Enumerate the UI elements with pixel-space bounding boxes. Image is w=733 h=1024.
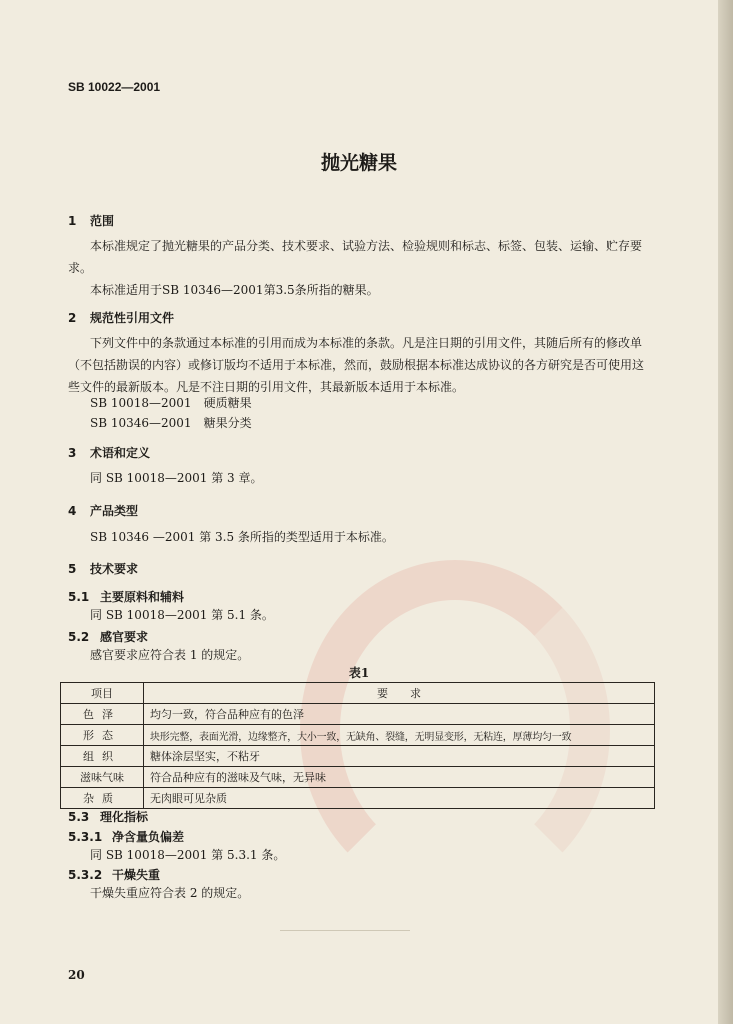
- section-1-heading: [68, 212, 114, 229]
- section-number: 5.3.2: [68, 868, 103, 882]
- table-cell-item: 滋味气味: [61, 767, 144, 788]
- section-title: 范围: [90, 214, 115, 228]
- table-cell-item: 杂质: [61, 788, 144, 809]
- section-title: 净含量负偏差: [112, 830, 185, 844]
- section-title: 规范性引用文件: [90, 311, 175, 325]
- section-4-para-1: SB 10346 —2001 第 3.5 条所指的类型适用于本标准。: [90, 530, 394, 544]
- table-row: [61, 704, 655, 725]
- section-number: 5.3: [68, 810, 90, 824]
- table-header-cell: 项目: [61, 683, 144, 704]
- section-4-heading: [68, 502, 138, 519]
- table-cell-requirement: 符合品种应有的滋味及气味，无异味: [144, 767, 655, 788]
- table-row: [61, 788, 655, 809]
- section-5-3-2-heading: [68, 866, 160, 883]
- reference-item: SB 10346—2001 糖果分类: [90, 416, 252, 430]
- divider: [280, 930, 410, 931]
- table-header-cell: 要 求: [144, 683, 655, 704]
- section-5-2-para: 感官要求应符合表 1 的规定。: [90, 648, 250, 662]
- section-number: 3: [68, 446, 77, 460]
- section-title: 主要原料和辅料: [100, 590, 185, 604]
- section-number: 5.2: [68, 630, 90, 644]
- section-number: 5.1: [68, 590, 90, 604]
- section-5-3-heading: [68, 808, 148, 825]
- table-cell-item: 色泽: [61, 704, 144, 725]
- section-1-para-2: 本标准适用于SB 10346—2001第3.5条所指的糖果。: [90, 283, 379, 297]
- section-title: 产品类型: [90, 504, 139, 518]
- table-1-caption: 表1: [348, 666, 370, 680]
- section-2-para-1: 下列文件中的条款通过本标准的引用而成为本标准的条款。凡是注日期的引用文件，其随后所有的修改单（不包括勘误的内容）或修订版均不适用于本标准，然而，鼓励根据本标准达成协议的各方研究是否可使用这些文件的最新版本。凡是不注日期的引用文件，其最新版本适用于本标准。: [68, 336, 645, 394]
- section-5-1-para: 同 SB 10018—2001 第 5.1 条。: [90, 608, 274, 622]
- section-title: 术语和定义: [90, 446, 151, 460]
- table-cell-requirement: 糖体涂层坚实，不粘牙: [144, 746, 655, 767]
- section-3-heading: [68, 444, 150, 461]
- section-5-heading: [68, 560, 138, 577]
- table-header-row: [61, 683, 655, 704]
- table-1: [60, 682, 655, 809]
- section-5-2-heading: [68, 628, 148, 645]
- section-title: 干燥失重: [112, 868, 161, 882]
- section-number: 4: [68, 504, 77, 518]
- table-cell-requirement: 无肉眼可见杂质: [144, 788, 655, 809]
- table-row: [61, 746, 655, 767]
- section-5-3-1-para: 同 SB 10018—2001 第 5.3.1 条。: [90, 848, 286, 862]
- section-number: 1: [68, 214, 77, 228]
- section-number: 5: [68, 562, 77, 576]
- table-cell-item: 组织: [61, 746, 144, 767]
- table-row: [61, 767, 655, 788]
- table-cell-requirement: 均匀一致，符合品种应有的色泽: [144, 704, 655, 725]
- section-5-1-heading: [68, 588, 184, 605]
- table-cell-requirement: 块形完整，表面光滑，边缘整齐，大小一致，无缺角、裂缝，无明显变形，无粘连，厚薄均匀一致: [144, 725, 655, 746]
- standard-number: SB 10022—2001: [68, 80, 161, 94]
- table-cell-item: 形态: [61, 725, 144, 746]
- table-row: [61, 725, 655, 746]
- section-title: 技术要求: [90, 562, 139, 576]
- reference-item: SB 10018—2001 硬质糖果: [90, 396, 252, 410]
- section-number: 2: [68, 311, 77, 325]
- section-1-para-1: 本标准规定了抛光糖果的产品分类、技术要求、试验方法、检验规则和标志、标签、包装、运输、贮存要求。: [68, 239, 643, 275]
- page-number: 20: [68, 968, 85, 982]
- section-number: 5.3.1: [68, 830, 103, 844]
- page-edge: [718, 0, 733, 1024]
- section-3-para-1: 同 SB 10018—2001 第 3 章。: [90, 471, 263, 485]
- section-title: 感官要求: [100, 630, 149, 644]
- section-title: 理化指标: [100, 810, 149, 824]
- section-5-3-1-heading: [68, 828, 184, 845]
- document-title: 抛光糖果: [320, 152, 397, 174]
- section-5-3-2-para: 干燥失重应符合表 2 的规定。: [90, 886, 250, 900]
- section-2-heading: [68, 309, 174, 326]
